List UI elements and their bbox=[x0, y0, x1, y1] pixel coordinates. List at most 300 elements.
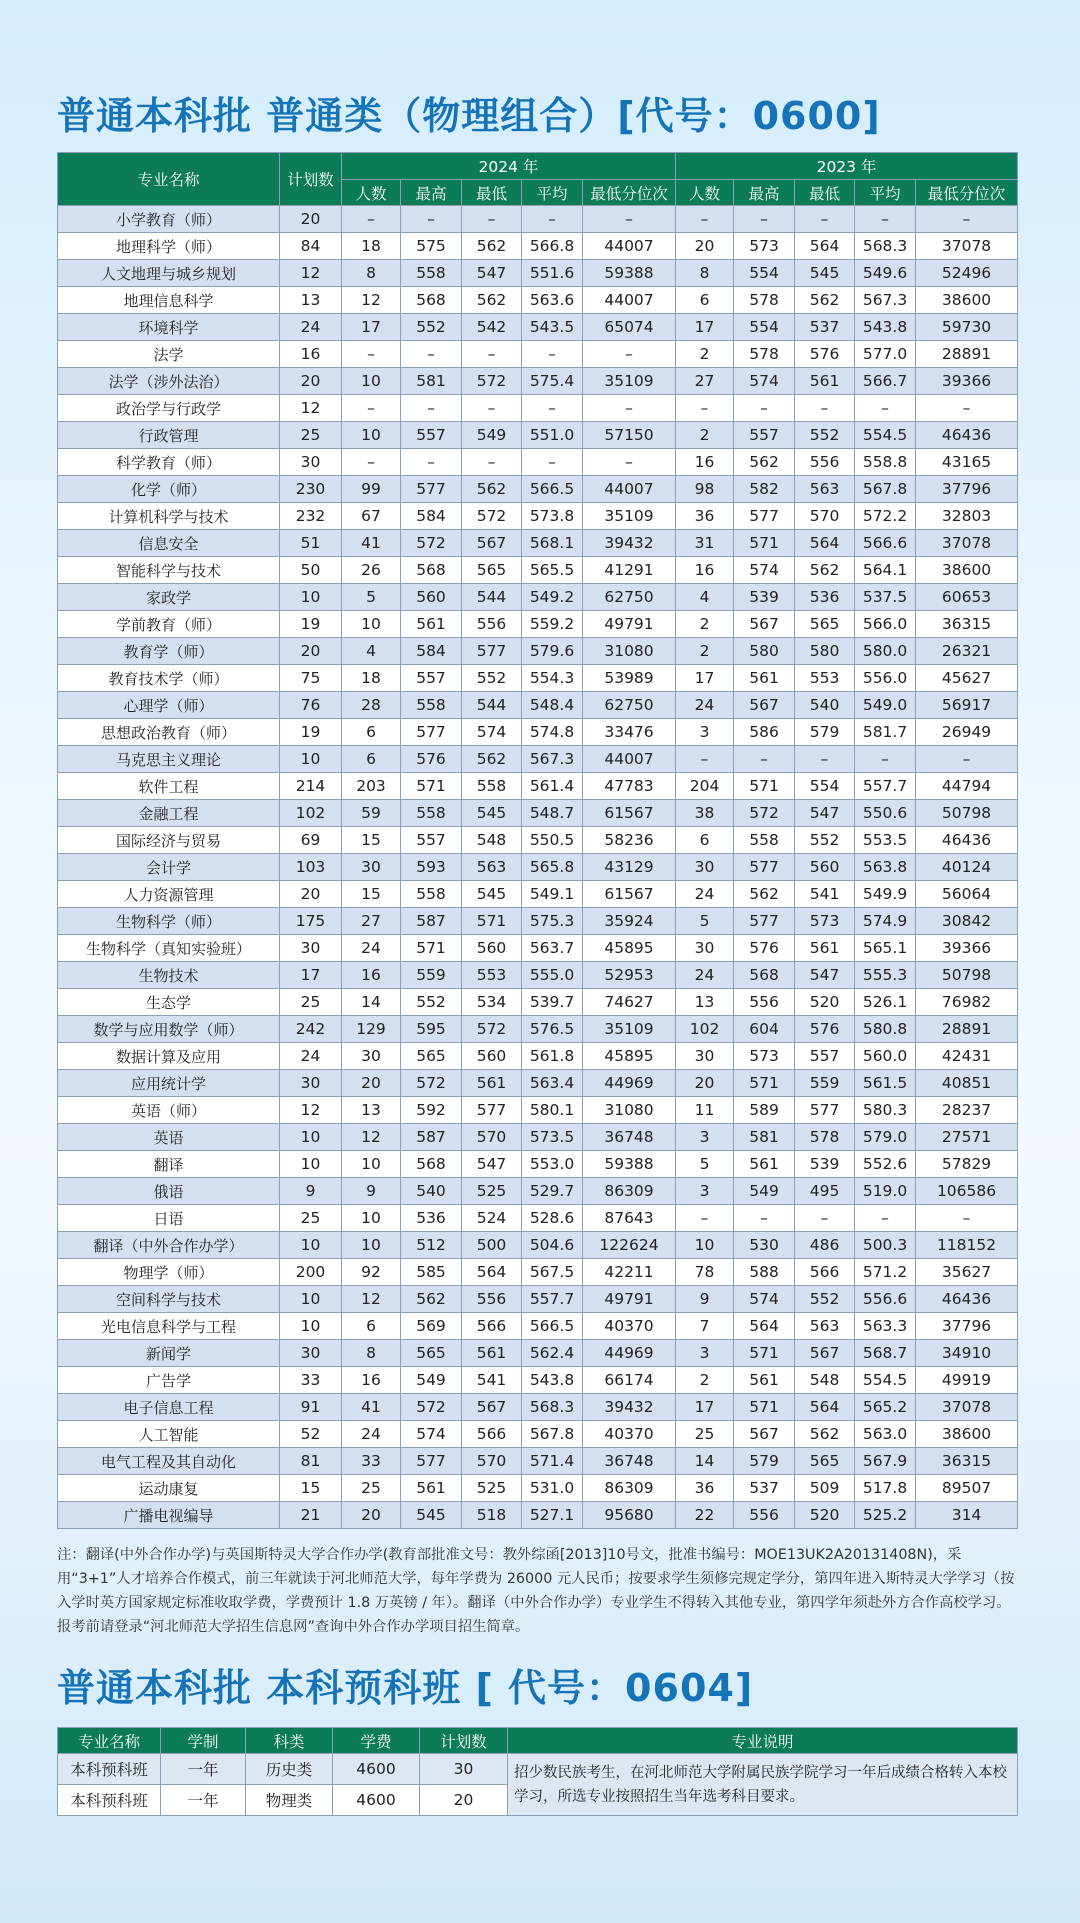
table-cell: 589 bbox=[734, 1097, 795, 1124]
table-cell: 578 bbox=[734, 341, 795, 368]
table-cell: 536 bbox=[401, 1205, 462, 1232]
table-cell: 230 bbox=[280, 476, 342, 503]
table-cell: 50 bbox=[280, 557, 342, 584]
table-cell: 558 bbox=[462, 773, 522, 800]
table-row bbox=[58, 1367, 1018, 1394]
table-row bbox=[58, 962, 1018, 989]
table-cell: 10 bbox=[342, 611, 401, 638]
table-row bbox=[58, 1205, 1018, 1232]
header-count-2023: 人数 bbox=[676, 180, 734, 206]
table-cell: 518 bbox=[462, 1502, 522, 1529]
table-cell: – bbox=[734, 395, 795, 422]
table-cell: 66174 bbox=[583, 1367, 676, 1394]
table-cell: 78 bbox=[676, 1259, 734, 1286]
table-cell: 561 bbox=[734, 1151, 795, 1178]
table-cell: 549.6 bbox=[855, 260, 916, 287]
table-cell: 604 bbox=[734, 1016, 795, 1043]
table-cell: 549.1 bbox=[522, 881, 583, 908]
table-cell: 571 bbox=[734, 1340, 795, 1367]
table-cell: 564.1 bbox=[855, 557, 916, 584]
table-row bbox=[58, 368, 1018, 395]
table-cell: 10 bbox=[280, 1313, 342, 1340]
table-cell: 541 bbox=[795, 881, 855, 908]
table-cell: 36315 bbox=[916, 611, 1018, 638]
table-cell: 561 bbox=[734, 1367, 795, 1394]
table-cell: 563.3 bbox=[855, 1313, 916, 1340]
table-cell: 562 bbox=[462, 287, 522, 314]
table-cell: 10 bbox=[280, 1232, 342, 1259]
table-cell: 35109 bbox=[583, 368, 676, 395]
table-cell: 28891 bbox=[916, 341, 1018, 368]
table-cell: 14 bbox=[676, 1448, 734, 1475]
table-cell: 557 bbox=[401, 665, 462, 692]
table-row bbox=[58, 881, 1018, 908]
table-cell: 552 bbox=[401, 314, 462, 341]
table-cell: 57150 bbox=[583, 422, 676, 449]
table-cell: 560 bbox=[401, 584, 462, 611]
table-cell: 580.0 bbox=[855, 638, 916, 665]
table-cell: 567.5 bbox=[522, 1259, 583, 1286]
table-cell: 56917 bbox=[916, 692, 1018, 719]
table-cell: 549 bbox=[401, 1367, 462, 1394]
table-cell: 44007 bbox=[583, 746, 676, 773]
table-cell: 586 bbox=[734, 719, 795, 746]
table-cell: 570 bbox=[795, 503, 855, 530]
table-cell: 570 bbox=[462, 1448, 522, 1475]
table-cell: 558 bbox=[734, 827, 795, 854]
major-name-cell: 地理信息科学 bbox=[58, 287, 280, 314]
table-cell: 27571 bbox=[916, 1124, 1018, 1151]
major-name-cell: 地理科学（师） bbox=[58, 233, 280, 260]
table-cell: 30842 bbox=[916, 908, 1018, 935]
table-cell: 536 bbox=[795, 584, 855, 611]
table-cell: 30 bbox=[280, 935, 342, 962]
table-cell: 50798 bbox=[916, 800, 1018, 827]
table-cell: 49791 bbox=[583, 611, 676, 638]
major-name-cell: 科学教育（师） bbox=[58, 449, 280, 476]
table-cell: 549 bbox=[734, 1178, 795, 1205]
table-cell: 14 bbox=[342, 989, 401, 1016]
table-cell: 33 bbox=[280, 1367, 342, 1394]
table-cell: 572 bbox=[462, 503, 522, 530]
table-cell: 577 bbox=[734, 503, 795, 530]
table-cell: – bbox=[401, 395, 462, 422]
table-row bbox=[58, 665, 1018, 692]
table-cell: 16 bbox=[342, 1367, 401, 1394]
table-cell: 24 bbox=[676, 881, 734, 908]
major-name-cell: 教育学（师） bbox=[58, 638, 280, 665]
table-cell: 33 bbox=[342, 1448, 401, 1475]
table-cell: 557.7 bbox=[855, 773, 916, 800]
table-cell: 566.6 bbox=[855, 530, 916, 557]
pre-header-major: 专业名称 bbox=[58, 1728, 161, 1754]
table-cell: 584 bbox=[401, 503, 462, 530]
table-cell: 566.5 bbox=[522, 1313, 583, 1340]
table-cell: 20 bbox=[280, 881, 342, 908]
table-cell: 571 bbox=[734, 1070, 795, 1097]
major-name-cell: 数学与应用数学（师） bbox=[58, 1016, 280, 1043]
table-cell: 576 bbox=[401, 746, 462, 773]
table-cell: 548 bbox=[795, 1367, 855, 1394]
table-cell: 175 bbox=[280, 908, 342, 935]
table-cell: 38 bbox=[676, 800, 734, 827]
table-cell: 567 bbox=[734, 692, 795, 719]
table-cell: 129 bbox=[342, 1016, 401, 1043]
table-cell: – bbox=[795, 746, 855, 773]
table-cell: 563.0 bbox=[855, 1421, 916, 1448]
table-cell: 571 bbox=[401, 935, 462, 962]
major-name-cell: 教育技术学（师） bbox=[58, 665, 280, 692]
table-cell: – bbox=[401, 206, 462, 233]
table-row bbox=[58, 530, 1018, 557]
table-cell: 118152 bbox=[916, 1232, 1018, 1259]
table-cell: 59 bbox=[342, 800, 401, 827]
table-cell: 20 bbox=[342, 1502, 401, 1529]
major-name-cell: 广告学 bbox=[58, 1367, 280, 1394]
table-cell: – bbox=[522, 341, 583, 368]
table-cell: 557.7 bbox=[522, 1286, 583, 1313]
table-cell: 567.3 bbox=[855, 287, 916, 314]
table-cell: 565.2 bbox=[855, 1394, 916, 1421]
table-cell: 99 bbox=[342, 476, 401, 503]
table-cell: 13 bbox=[342, 1097, 401, 1124]
table-cell: 561 bbox=[462, 1070, 522, 1097]
table-cell: 10 bbox=[342, 1151, 401, 1178]
table-cell: 530 bbox=[734, 1232, 795, 1259]
table-row bbox=[58, 1070, 1018, 1097]
table-cell: 556.0 bbox=[855, 665, 916, 692]
table-cell: 567.8 bbox=[855, 476, 916, 503]
table-cell: 26 bbox=[342, 557, 401, 584]
table-cell: 24 bbox=[676, 962, 734, 989]
table-cell: 504.6 bbox=[522, 1232, 583, 1259]
table-cell: 572 bbox=[462, 368, 522, 395]
table-cell: 574 bbox=[734, 1286, 795, 1313]
pre-cell: 物理类 bbox=[246, 1785, 333, 1816]
table-cell: 565 bbox=[795, 611, 855, 638]
table-cell: – bbox=[583, 449, 676, 476]
table-cell: 69 bbox=[280, 827, 342, 854]
table-cell: 567 bbox=[734, 1421, 795, 1448]
table-cell: 540 bbox=[795, 692, 855, 719]
table-cell: 3 bbox=[676, 1340, 734, 1367]
pre-cell: 一年 bbox=[161, 1785, 246, 1816]
table-cell: – bbox=[734, 1205, 795, 1232]
table-cell: 565 bbox=[401, 1043, 462, 1070]
table-cell: 31080 bbox=[583, 638, 676, 665]
table-cell: 4 bbox=[342, 638, 401, 665]
table-cell: 8 bbox=[342, 260, 401, 287]
table-cell: 52496 bbox=[916, 260, 1018, 287]
table-cell: 584 bbox=[401, 638, 462, 665]
table-cell: 568.1 bbox=[522, 530, 583, 557]
table-row bbox=[58, 206, 1018, 233]
table-cell: 35109 bbox=[583, 1016, 676, 1043]
table-cell: – bbox=[583, 206, 676, 233]
table-cell: – bbox=[583, 395, 676, 422]
table-cell: 45895 bbox=[583, 935, 676, 962]
table-cell: 568.3 bbox=[522, 1394, 583, 1421]
table-cell: 552 bbox=[795, 422, 855, 449]
table-cell: 50798 bbox=[916, 962, 1018, 989]
pre-cell: 历史类 bbox=[246, 1754, 333, 1785]
table-cell: 525 bbox=[462, 1178, 522, 1205]
table-cell: 8 bbox=[342, 1340, 401, 1367]
preparatory-table-0604 bbox=[57, 1727, 1018, 1816]
table-cell: 44969 bbox=[583, 1070, 676, 1097]
table-cell: 75 bbox=[280, 665, 342, 692]
header-rank-2023: 最低分位次 bbox=[916, 180, 1018, 206]
table-row bbox=[58, 746, 1018, 773]
table-cell: 58236 bbox=[583, 827, 676, 854]
table-cell: 579 bbox=[734, 1448, 795, 1475]
table-cell: 572 bbox=[401, 1070, 462, 1097]
table-cell: 552 bbox=[462, 665, 522, 692]
table-cell: 568 bbox=[401, 287, 462, 314]
table-cell: 81 bbox=[280, 1448, 342, 1475]
table-cell: 59388 bbox=[583, 1151, 676, 1178]
table-cell: 558.8 bbox=[855, 449, 916, 476]
table-row bbox=[58, 449, 1018, 476]
major-name-cell: 日语 bbox=[58, 1205, 280, 1232]
major-name-cell: 心理学（师） bbox=[58, 692, 280, 719]
table-cell: 526.1 bbox=[855, 989, 916, 1016]
table-row bbox=[58, 800, 1018, 827]
table-cell: 581 bbox=[734, 1124, 795, 1151]
table-row bbox=[58, 1097, 1018, 1124]
table-cell: 577 bbox=[401, 1448, 462, 1475]
table-cell: 76982 bbox=[916, 989, 1018, 1016]
header-max-2023: 最高 bbox=[734, 180, 795, 206]
table-cell: – bbox=[676, 206, 734, 233]
table-cell: 576 bbox=[734, 935, 795, 962]
table-cell: 87643 bbox=[583, 1205, 676, 1232]
table-cell: 46436 bbox=[916, 422, 1018, 449]
pre-header-duration: 学制 bbox=[161, 1728, 246, 1754]
table-cell: 27 bbox=[676, 368, 734, 395]
table-cell: 103 bbox=[280, 854, 342, 881]
table-cell: 44007 bbox=[583, 233, 676, 260]
table-cell: 529.7 bbox=[522, 1178, 583, 1205]
table-cell: 556 bbox=[462, 611, 522, 638]
table-cell: 51 bbox=[280, 530, 342, 557]
table-cell: – bbox=[916, 1205, 1018, 1232]
table-cell: 573.8 bbox=[522, 503, 583, 530]
major-name-cell: 生物科学（真知实验班） bbox=[58, 935, 280, 962]
table-cell: 562 bbox=[734, 881, 795, 908]
table-cell: 24 bbox=[342, 935, 401, 962]
table-cell: 13 bbox=[676, 989, 734, 1016]
table-cell: 559.2 bbox=[522, 611, 583, 638]
table-cell: 557 bbox=[795, 1043, 855, 1070]
table-cell: 582 bbox=[734, 476, 795, 503]
major-name-cell: 数据计算及应用 bbox=[58, 1043, 280, 1070]
table-cell: 20 bbox=[280, 206, 342, 233]
table-cell: 567.3 bbox=[522, 746, 583, 773]
major-name-cell: 国际经济与贸易 bbox=[58, 827, 280, 854]
table-cell: 18 bbox=[342, 665, 401, 692]
table-row bbox=[58, 1259, 1018, 1286]
table-cell: 30 bbox=[676, 854, 734, 881]
table-cell: 52953 bbox=[583, 962, 676, 989]
table-cell: – bbox=[522, 395, 583, 422]
table-cell: 527.1 bbox=[522, 1502, 583, 1529]
header-count-2024: 人数 bbox=[342, 180, 401, 206]
table-cell: 41 bbox=[342, 530, 401, 557]
table-cell: 554.5 bbox=[855, 422, 916, 449]
table-cell: 41291 bbox=[583, 557, 676, 584]
table-cell: 567.8 bbox=[522, 1421, 583, 1448]
table-cell: 25 bbox=[280, 1205, 342, 1232]
table-cell: 540 bbox=[401, 1178, 462, 1205]
table-row bbox=[58, 1178, 1018, 1205]
major-name-cell: 生态学 bbox=[58, 989, 280, 1016]
table-row bbox=[58, 260, 1018, 287]
table-cell: 500.3 bbox=[855, 1232, 916, 1259]
pre-header-category: 科类 bbox=[246, 1728, 333, 1754]
table-cell: 517.8 bbox=[855, 1475, 916, 1502]
major-name-cell: 英语 bbox=[58, 1124, 280, 1151]
major-name-cell: 环境科学 bbox=[58, 314, 280, 341]
table-cell: 38600 bbox=[916, 1421, 1018, 1448]
table-cell: 102 bbox=[280, 800, 342, 827]
table-row bbox=[58, 611, 1018, 638]
table-row bbox=[58, 989, 1018, 1016]
table-row bbox=[58, 1394, 1018, 1421]
table-cell: 38600 bbox=[916, 557, 1018, 584]
table-cell: 539 bbox=[795, 1151, 855, 1178]
table-cell: 10 bbox=[280, 1124, 342, 1151]
major-name-cell: 行政管理 bbox=[58, 422, 280, 449]
table-cell: 547 bbox=[795, 962, 855, 989]
table-cell: 544 bbox=[462, 584, 522, 611]
table-cell: 10 bbox=[280, 584, 342, 611]
table-cell: 577 bbox=[734, 854, 795, 881]
table-cell: 36 bbox=[676, 503, 734, 530]
table-cell: 572 bbox=[401, 530, 462, 557]
table-cell: 16 bbox=[280, 341, 342, 368]
table-cell: 61567 bbox=[583, 800, 676, 827]
table-cell: – bbox=[795, 395, 855, 422]
table-row bbox=[58, 1232, 1018, 1259]
table-cell: 20 bbox=[676, 233, 734, 260]
table-cell: – bbox=[795, 206, 855, 233]
table-row bbox=[58, 1754, 1018, 1785]
table-cell: 572 bbox=[462, 1016, 522, 1043]
table-cell: – bbox=[462, 395, 522, 422]
table-cell: 89507 bbox=[916, 1475, 1018, 1502]
table-cell: 567 bbox=[462, 1394, 522, 1421]
table-cell: – bbox=[462, 206, 522, 233]
header-major: 专业名称 bbox=[58, 153, 280, 206]
table-row bbox=[58, 638, 1018, 665]
table-cell: 559 bbox=[795, 1070, 855, 1097]
table-cell: 554.3 bbox=[522, 665, 583, 692]
table-cell: 556 bbox=[734, 989, 795, 1016]
table-row bbox=[58, 1286, 1018, 1313]
table-cell: 564 bbox=[462, 1259, 522, 1286]
table-cell: 545 bbox=[401, 1502, 462, 1529]
major-name-cell: 小学教育（师） bbox=[58, 206, 280, 233]
pre-header-tuition: 学费 bbox=[333, 1728, 420, 1754]
table-cell: 10 bbox=[342, 1232, 401, 1259]
table-row bbox=[58, 1340, 1018, 1367]
table-cell: 575.4 bbox=[522, 368, 583, 395]
table-cell: 25 bbox=[342, 1475, 401, 1502]
table-cell: 4 bbox=[676, 584, 734, 611]
table-cell: 562 bbox=[462, 476, 522, 503]
table-cell: 39432 bbox=[583, 1394, 676, 1421]
table-row bbox=[58, 557, 1018, 584]
table-cell: 572 bbox=[734, 800, 795, 827]
major-name-cell: 信息安全 bbox=[58, 530, 280, 557]
table-cell: 44007 bbox=[583, 476, 676, 503]
table-cell: 10 bbox=[280, 746, 342, 773]
table-cell: 98 bbox=[676, 476, 734, 503]
table-row bbox=[58, 503, 1018, 530]
table-cell: 528.6 bbox=[522, 1205, 583, 1232]
table-cell: – bbox=[342, 449, 401, 476]
table-cell: 11 bbox=[676, 1097, 734, 1124]
table-cell: – bbox=[676, 395, 734, 422]
table-cell: 45627 bbox=[916, 665, 1018, 692]
major-name-cell: 思想政治教育（师） bbox=[58, 719, 280, 746]
table-cell: 5 bbox=[342, 584, 401, 611]
table-cell: 28891 bbox=[916, 1016, 1018, 1043]
table-cell: 525 bbox=[462, 1475, 522, 1502]
table-cell: 512 bbox=[401, 1232, 462, 1259]
table-cell: 37078 bbox=[916, 233, 1018, 260]
table-cell: – bbox=[342, 341, 401, 368]
table-cell: 7 bbox=[676, 1313, 734, 1340]
table-cell: 563 bbox=[462, 854, 522, 881]
table-cell: 43165 bbox=[916, 449, 1018, 476]
table-cell: 545 bbox=[795, 260, 855, 287]
table-cell: 560 bbox=[795, 854, 855, 881]
header-min-2023: 最低 bbox=[795, 180, 855, 206]
table-cell: 6 bbox=[676, 827, 734, 854]
pre-description: 招少数民族考生，在河北师范大学附属民族学院学习一年后成绩合格转入本校学习，所选专业按照招生当年选考科目要求。 bbox=[508, 1754, 1018, 1816]
major-name-cell: 光电信息科学与工程 bbox=[58, 1313, 280, 1340]
table-cell: 563 bbox=[795, 476, 855, 503]
table-cell: 61567 bbox=[583, 881, 676, 908]
table-row bbox=[58, 908, 1018, 935]
table-cell: 576 bbox=[795, 341, 855, 368]
table-cell: 30 bbox=[342, 854, 401, 881]
table-cell: 46436 bbox=[916, 1286, 1018, 1313]
table-cell: 45895 bbox=[583, 1043, 676, 1070]
table-cell: 47783 bbox=[583, 773, 676, 800]
table-cell: 567.9 bbox=[855, 1448, 916, 1475]
major-name-cell: 人文地理与城乡规划 bbox=[58, 260, 280, 287]
table-cell: 21 bbox=[280, 1502, 342, 1529]
table-cell: 36748 bbox=[583, 1124, 676, 1151]
table-cell: 558 bbox=[401, 881, 462, 908]
table-cell: 561 bbox=[795, 935, 855, 962]
table-cell: 30 bbox=[342, 1043, 401, 1070]
table-cell: 20 bbox=[342, 1070, 401, 1097]
table-cell: 565.1 bbox=[855, 935, 916, 962]
table-cell: 566.0 bbox=[855, 611, 916, 638]
table-row bbox=[58, 1421, 1018, 1448]
table-cell: 6 bbox=[676, 287, 734, 314]
table-cell: 519.0 bbox=[855, 1178, 916, 1205]
pre-cell: 4600 bbox=[333, 1785, 420, 1816]
table-row bbox=[58, 476, 1018, 503]
table-cell: 200 bbox=[280, 1259, 342, 1286]
table-row bbox=[58, 1151, 1018, 1178]
table-row bbox=[58, 827, 1018, 854]
